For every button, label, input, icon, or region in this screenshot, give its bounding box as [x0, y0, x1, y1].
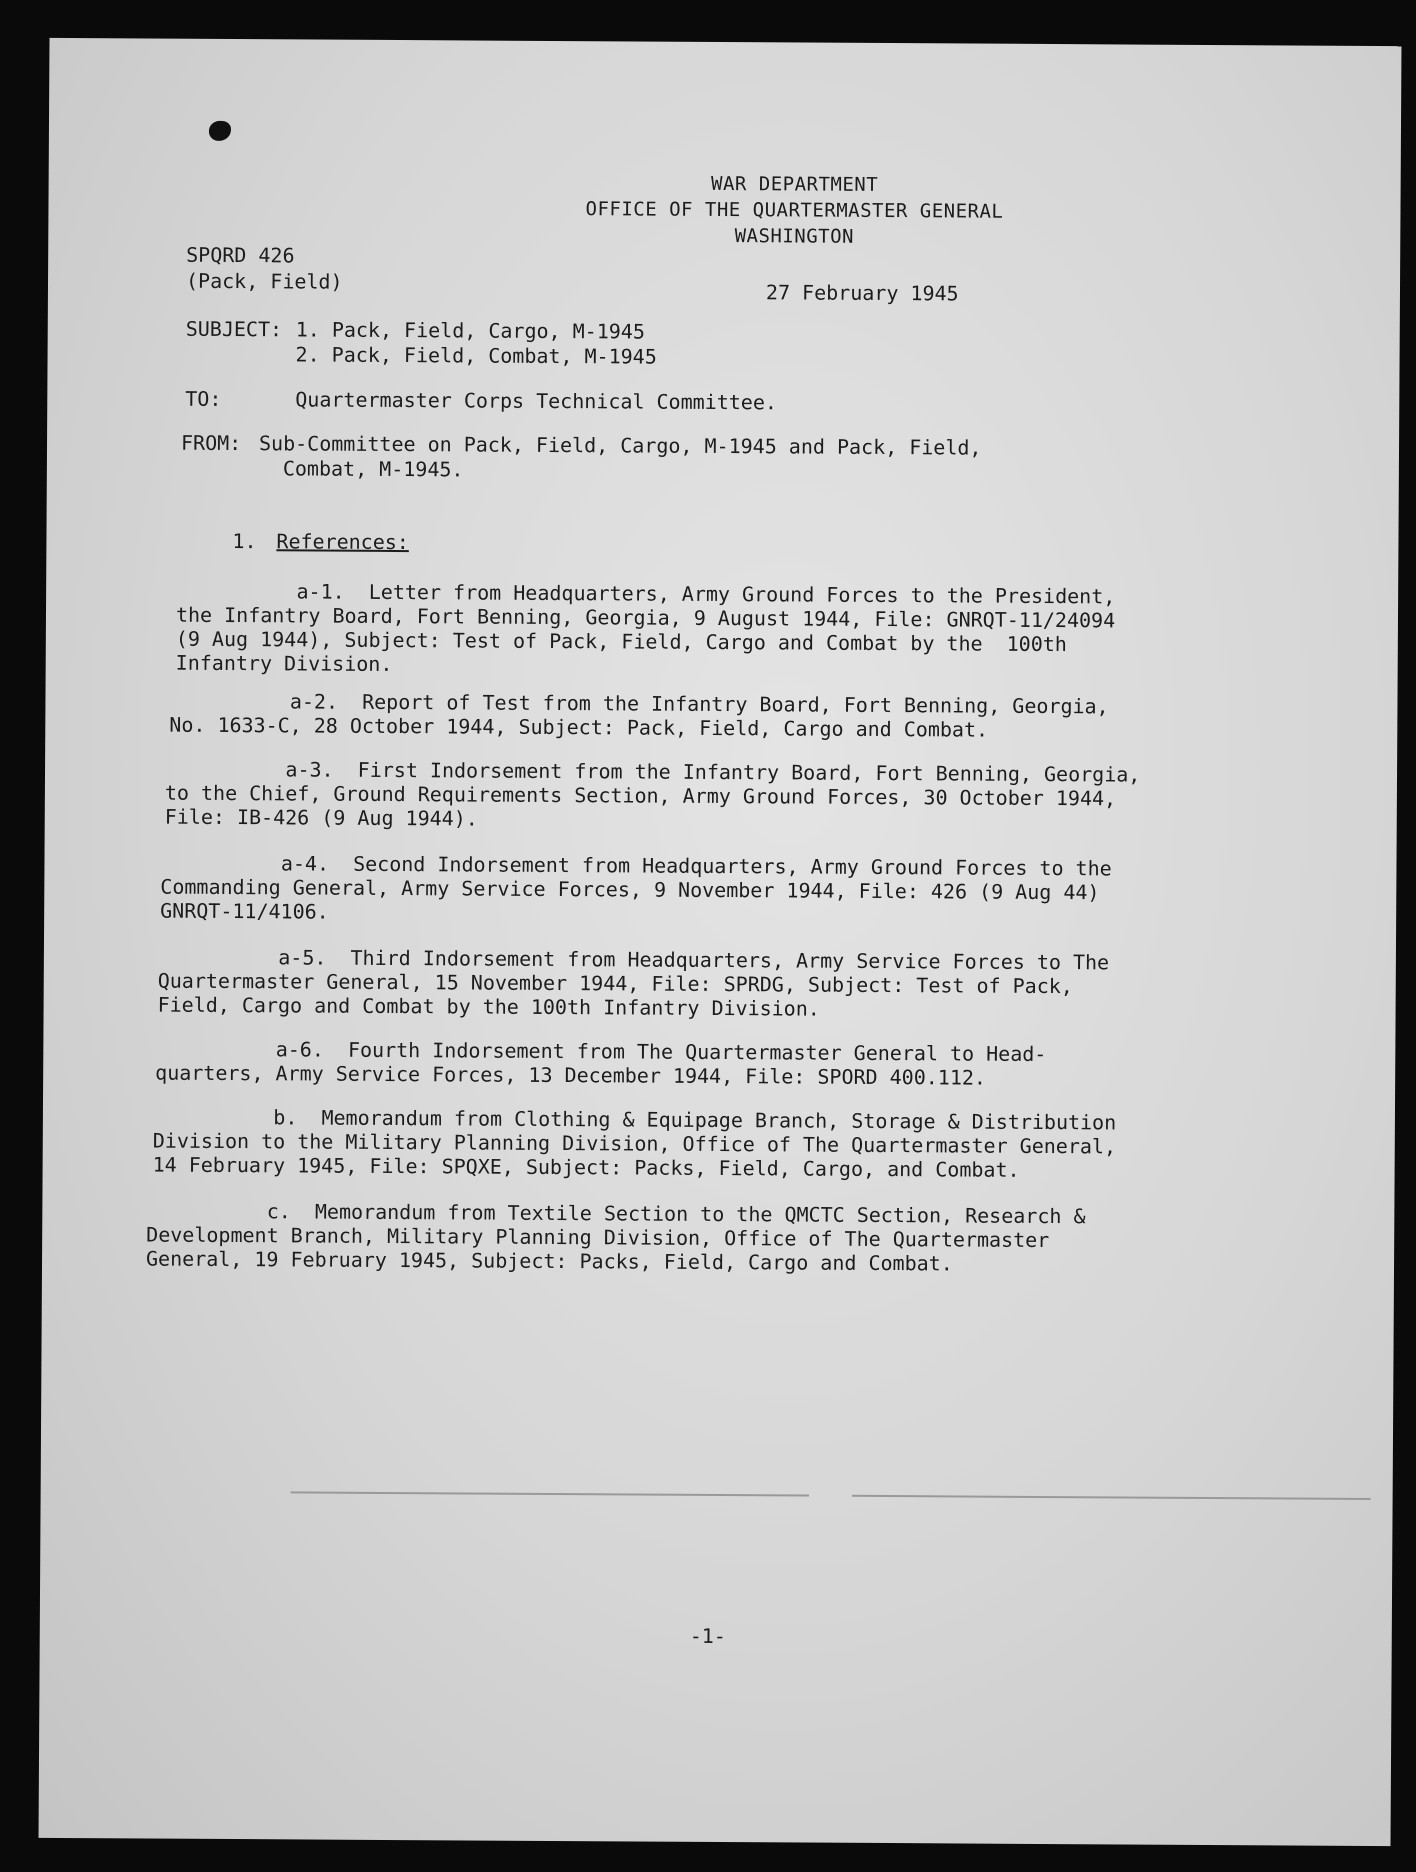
separator-rule	[291, 1491, 1371, 1500]
letterhead-office: OFFICE OF THE QUARTERMASTER GENERAL	[585, 198, 1004, 223]
from-label: FROM:	[180, 430, 242, 456]
reference-b: b. Memorandum from Clothing & Equipage Branch, Storage & Distribution Division to the Military Planning Division, Office of The Quartermaster General, 14 February 1945, File: SPQXE, Subject: Packs, Field, Cargo, and Combat.	[152, 1104, 1117, 1182]
file-reference-number: SPQRD 426	[186, 242, 295, 268]
reference-a3: a-3. First Indorsement from the Infantry Board, Fort Benning, Georgia, to the Chief, Ground Requirements Section, Army Ground Forces, 30 October 1944, File: IB-426 (9 Aug 1944).	[164, 756, 1141, 831]
to-label: TO:	[185, 386, 222, 411]
from-line-2: Combat, M-1945.	[282, 456, 464, 482]
reference-c: c. Memorandum from Textile Section to the QMCTC Section, Research & Development Branch, Military Planning Division, Office of The Quartermaster General, 19 February 1945, Subject: Packs, Field, Cargo and Combat.	[145, 1198, 1086, 1276]
subject-item-2: 2. Pack, Field, Combat, M-1945	[295, 342, 657, 369]
reference-a1: a-1. Letter from Headquarters, Army Ground Forces to the President, the Infantry Board, Fort Benning, Georgia, 9 August 1944, File: GNRQT-11/24094 (9 Aug 1944), Subject: Test of Pack, Field, Cargo and Combat by the 100th Infantry Division.	[175, 578, 1116, 676]
page-number: -1-	[689, 1623, 726, 1649]
ink-blot	[209, 121, 231, 141]
reference-a4: a-4. Second Indorsement from Headquarters, Army Ground Forces to the Commanding General, Army Service Forces, 9 November 1944, File: 426 (9 Aug 44) GNRQT-11/4106.	[160, 850, 1112, 924]
subject-label: SUBJECT:	[185, 316, 283, 342]
reference-a5: a-5. Third Indorsement from Headquarters, Army Service Forces to The Quartermaster General, 15 November 1944, File: SPRDG, Subject: Test of Pack, Field, Cargo and Combat by the 100th Infantry Division.	[157, 944, 1110, 1021]
references-number: 1.	[232, 529, 257, 554]
letterhead-city: WASHINGTON	[734, 225, 855, 248]
references-heading: References:	[276, 529, 409, 555]
letterhead-department: WAR DEPARTMENT	[710, 172, 879, 196]
reference-a2: a-2. Report of Test from the Infantry Board, Fort Benning, Georgia, No. 1633-C, 28 October 1944, Subject: Pack, Field, Cargo and Combat.	[169, 688, 1109, 742]
reference-a6: a-6. Fourth Indorsement from The Quartermaster General to Head- quarters, Army Service Forces, 13 December 1944, File: SPORD 400.112.	[155, 1036, 1047, 1090]
to-value: Quartermaster Corps Technical Committee.	[295, 387, 778, 415]
file-reference-topic: (Pack, Field)	[185, 268, 343, 294]
subject-item-1: 1. Pack, Field, Cargo, M-1945	[295, 317, 646, 344]
from-line-1: Sub-Committee on Pack, Field, Cargo, M-1945 and Pack, Field,	[258, 431, 982, 460]
document-page	[39, 38, 1402, 1846]
document-date: 27 February 1945	[765, 280, 959, 306]
